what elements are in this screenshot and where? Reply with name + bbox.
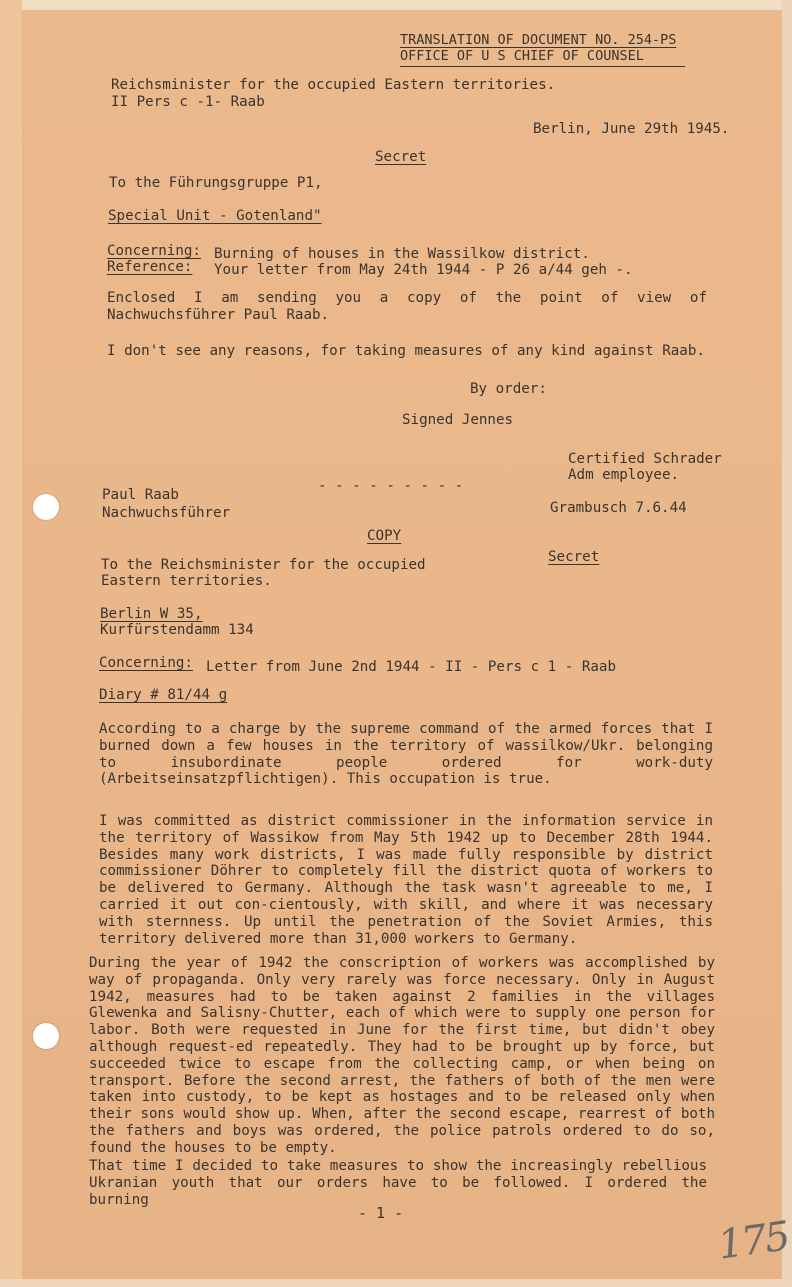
by-order: By order: <box>470 381 547 397</box>
translation-header <box>400 32 685 67</box>
concerning2-label: Concerning: <box>99 655 193 671</box>
diary-number: Diary # 81/44 g <box>99 687 228 703</box>
recipient2-line-2: Eastern territories. <box>101 573 272 589</box>
letter-date: Berlin, June 29th 1945. <box>533 121 730 137</box>
address-line-2: Kurfürstendamm 134 <box>100 622 254 638</box>
sender-line-1: Reichsminister for the occupied Eastern territories. <box>111 77 556 93</box>
page-edge-top <box>0 0 792 10</box>
concerning-label: Concerning: <box>107 243 201 259</box>
punch-hole-lower <box>33 1023 59 1049</box>
page-edge-right <box>782 0 792 1287</box>
sender2-line-1: Paul Raab <box>102 487 179 503</box>
letter1-paragraph-2: I don't see any reasons, for taking measures of any kind against Raab. <box>107 343 705 359</box>
copy-label: COPY <box>367 528 402 544</box>
page-edge-left <box>0 0 22 1287</box>
header-line-1: TRANSLATION OF DOCUMENT NO. 254-PS <box>400 32 677 48</box>
sender2-line-2: Nachwuchsführer <box>102 505 231 521</box>
concerning2-text: Letter from June 2nd 1944 - II - Pers c 1 - Raab <box>206 659 616 675</box>
letter2-paragraph-4: That time I decided to take measures to show the increasingly rebellious Ukranian youth that our orders have to be followed. I ordered the burning <box>89 1158 707 1208</box>
reference-text: Your letter from May 24th 1944 - P 26 a/44 geh -. <box>214 262 633 278</box>
letter1-paragraph-1: Enclosed I am sending you a copy of the point of view of Nachwuchsführer Paul Raab. <box>107 290 707 323</box>
letter2-paragraph-1: According to a charge by the supreme command of the armed forces that I burned down a few houses in the territory of wassilkow/Ukr. belonging to insubordinate people ordered for work-duty (Arbeitseinsatzpflichtigen). This occupation is true. <box>99 721 713 788</box>
address-line-1: Berlin W 35, <box>100 606 203 622</box>
reference-label: Reference: <box>107 259 193 275</box>
classification-secret: Secret <box>375 149 427 165</box>
separator: - - - - - - - - - <box>318 478 464 494</box>
recipient: To the Führungsgruppe P1, <box>109 175 323 191</box>
concerning-text: Burning of houses in the Wassilkow district. <box>214 246 590 262</box>
letter2-paragraph-3: During the year of 1942 the conscription of workers was accomplished by way of propaganda. Only very rarely was force necessary. Only in August 1942, measures had to be taken against 2 families in the villages Glewenka and Salisny-Chutter, each of which were to supply one person for labor. Both were requested in June for the first time, but didn't obey although request-ed repeatedly. They had to be brought up by force, but succeeded twice to escape from the collecting camp, or when being on transport. Before the second arrest, the fathers of both of the men were taken into custody, to be kept as hostages and to be released only when their sons would show up. When, after the second escape, rearrest of both the fathers and boys was ordered, the police patrols ordered to do so, found the houses to be empty. <box>89 955 715 1156</box>
classification-secret-2: Secret <box>548 549 600 565</box>
page-number: - 1 - <box>358 1204 404 1222</box>
place-date: Grambusch 7.6.44 <box>550 500 687 516</box>
recipient2-line-1: To the Reichsminister for the occupied <box>101 557 426 573</box>
page-edge-bottom <box>0 1279 792 1287</box>
header-line-2: OFFICE OF U S CHIEF OF COUNSEL <box>400 48 644 64</box>
letter2-paragraph-2: I was committed as district commissioner in the information service in the territory of Wassikow from May 5th 1942 up to December 28th 1944. Besides many work districts, I was made fully responsible by district commissioner Döhrer to completely fill the district quota of workers to be delivered to Germany. Although the task wasn't agreeable to me, I carried it out con-cientously, with skill, and where it was necessary with sternness. Up until the penetration of the Soviet Armies, this territory delivered more than 31,000 workers to Germany. <box>99 813 713 947</box>
certified-line-1: Certified Schrader <box>568 451 722 467</box>
special-unit: Special Unit - Gotenland" <box>108 208 322 224</box>
punch-hole-upper <box>33 494 59 520</box>
signature: Signed Jennes <box>402 412 514 428</box>
sender-line-2: II Pers c -1- Raab <box>111 94 265 110</box>
certified-line-2: Adm employee. <box>568 467 680 483</box>
handwritten-page-mark: 175 <box>715 1213 792 1269</box>
